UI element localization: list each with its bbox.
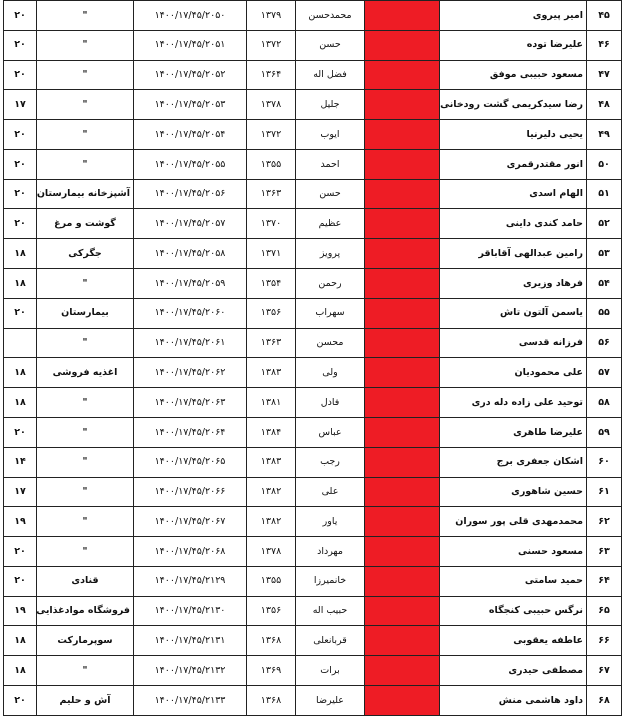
- workplace-cell: فروشگاه موادغذایی: [37, 596, 134, 626]
- certificate-code-cell: ۱۴۰۰/۱۷/۴۵/۲۱۳۲: [134, 656, 247, 686]
- score-cell: ۱۸: [4, 358, 37, 388]
- records-table-body: [4, 1, 622, 716]
- birth-year-cell: ۱۳۷۲: [247, 30, 296, 60]
- full-name-cell: مسعود حبیبی موفق: [440, 60, 587, 90]
- full-name-cell: توحید علی زاده دله دری: [440, 388, 587, 418]
- certificate-code-cell: ۱۴۰۰/۱۷/۴۵/۲۰۶۶: [134, 477, 247, 507]
- father-name-cell: عظیم: [296, 209, 365, 239]
- birth-year-cell: ۱۳۷۲: [247, 120, 296, 150]
- father-name-cell: پرویز: [296, 239, 365, 269]
- certificate-code-cell: ۱۴۰۰/۱۷/۴۵/۲۰۶۱: [134, 328, 247, 358]
- father-name-cell: جلیل: [296, 90, 365, 120]
- records-table: [3, 0, 622, 716]
- father-name-cell: ولی: [296, 358, 365, 388]
- full-name-cell: نرگس حبیبی کنجگاه: [440, 596, 587, 626]
- redacted-cell: [365, 120, 440, 150]
- row-number-cell: ۶۱: [587, 477, 622, 507]
- full-name-cell: حامد کندی داینی: [440, 209, 587, 239]
- table-row: [4, 477, 622, 507]
- workplace-cell: ": [37, 656, 134, 686]
- row-number-cell: ۶۵: [587, 596, 622, 626]
- workplace-cell: جگرکی: [37, 239, 134, 269]
- workplace-cell: آش و حلیم: [37, 685, 134, 715]
- father-name-cell: محمدحسن: [296, 1, 365, 31]
- father-name-cell: حبیب اله: [296, 596, 365, 626]
- score-cell: ۲۰: [4, 179, 37, 209]
- score-cell: ۱۴: [4, 447, 37, 477]
- father-name-cell: رحمن: [296, 269, 365, 299]
- certificate-code-cell: ۱۴۰۰/۱۷/۴۵/۲۱۳۳: [134, 685, 247, 715]
- certificate-code-cell: ۱۴۰۰/۱۷/۴۵/۲۰۵۶: [134, 179, 247, 209]
- row-number-cell: ۵۳: [587, 239, 622, 269]
- workplace-cell: ": [37, 537, 134, 567]
- score-cell: [4, 328, 37, 358]
- certificate-code-cell: ۱۴۰۰/۱۷/۴۵/۲۰۶۴: [134, 417, 247, 447]
- workplace-cell: اغذیه فروشی: [37, 358, 134, 388]
- birth-year-cell: ۱۳۶۳: [247, 179, 296, 209]
- score-cell: ۱۷: [4, 477, 37, 507]
- score-cell: ۱۸: [4, 239, 37, 269]
- row-number-cell: ۴۶: [587, 30, 622, 60]
- score-cell: ۱۹: [4, 596, 37, 626]
- workplace-cell: آشپزخانه بیمارستان: [37, 179, 134, 209]
- birth-year-cell: ۱۳۶۹: [247, 656, 296, 686]
- workplace-cell: ": [37, 507, 134, 537]
- birth-year-cell: ۱۳۵۶: [247, 596, 296, 626]
- workplace-cell: ": [37, 60, 134, 90]
- row-number-cell: ۵۶: [587, 328, 622, 358]
- redacted-cell: [365, 60, 440, 90]
- row-number-cell: ۵۰: [587, 149, 622, 179]
- father-name-cell: خانمیرزا: [296, 566, 365, 596]
- birth-year-cell: ۱۳۷۱: [247, 239, 296, 269]
- certificate-code-cell: ۱۴۰۰/۱۷/۴۵/۲۱۳۱: [134, 626, 247, 656]
- table-row: [4, 447, 622, 477]
- certificate-code-cell: ۱۴۰۰/۱۷/۴۵/۲۱۳۰: [134, 596, 247, 626]
- table-row: [4, 328, 622, 358]
- table-row: [4, 269, 622, 299]
- redacted-cell: [365, 149, 440, 179]
- birth-year-cell: ۱۳۸۳: [247, 358, 296, 388]
- birth-year-cell: ۱۳۸۱: [247, 388, 296, 418]
- full-name-cell: مسعود حسنی: [440, 537, 587, 567]
- full-name-cell: یحیی دلیرنیا: [440, 120, 587, 150]
- father-name-cell: ایوب: [296, 120, 365, 150]
- father-name-cell: حسن: [296, 30, 365, 60]
- score-cell: ۲۰: [4, 685, 37, 715]
- redacted-cell: [365, 685, 440, 715]
- father-name-cell: قربانعلی: [296, 626, 365, 656]
- workplace-cell: ": [37, 90, 134, 120]
- table-row: [4, 298, 622, 328]
- redacted-cell: [365, 656, 440, 686]
- redacted-cell: [365, 179, 440, 209]
- row-number-cell: ۶۷: [587, 656, 622, 686]
- father-name-cell: یاور: [296, 507, 365, 537]
- redacted-cell: [365, 537, 440, 567]
- row-number-cell: ۴۸: [587, 90, 622, 120]
- workplace-cell: قنادی: [37, 566, 134, 596]
- workplace-cell: ": [37, 417, 134, 447]
- row-number-cell: ۵۴: [587, 269, 622, 299]
- full-name-cell: امیر پیروی: [440, 1, 587, 31]
- table-row: [4, 90, 622, 120]
- table-row: [4, 685, 622, 715]
- table-row: [4, 209, 622, 239]
- score-cell: ۱۸: [4, 626, 37, 656]
- full-name-cell: علیرضا طاهری: [440, 417, 587, 447]
- table-row: [4, 596, 622, 626]
- certificate-code-cell: ۱۴۰۰/۱۷/۴۵/۲۰۵۲: [134, 60, 247, 90]
- full-name-cell: فرهاد وزیری: [440, 269, 587, 299]
- birth-year-cell: ۱۳۸۳: [247, 447, 296, 477]
- full-name-cell: حسین شاهوری: [440, 477, 587, 507]
- redacted-cell: [365, 477, 440, 507]
- birth-year-cell: ۱۳۵۵: [247, 149, 296, 179]
- row-number-cell: ۵۲: [587, 209, 622, 239]
- score-cell: ۱۷: [4, 90, 37, 120]
- redacted-cell: [365, 447, 440, 477]
- redacted-cell: [365, 209, 440, 239]
- table-row: [4, 566, 622, 596]
- score-cell: ۱۸: [4, 388, 37, 418]
- row-number-cell: ۶۸: [587, 685, 622, 715]
- workplace-cell: ": [37, 120, 134, 150]
- workplace-cell: سوپرمارکت: [37, 626, 134, 656]
- workplace-cell: ": [37, 328, 134, 358]
- row-number-cell: ۶۴: [587, 566, 622, 596]
- table-row: [4, 60, 622, 90]
- score-cell: ۲۰: [4, 566, 37, 596]
- table-row: [4, 239, 622, 269]
- table-row: [4, 507, 622, 537]
- table-row: [4, 626, 622, 656]
- full-name-cell: مصطفی حیدری: [440, 656, 587, 686]
- father-name-cell: حسن: [296, 179, 365, 209]
- full-name-cell: یاسمن آلتون تاش: [440, 298, 587, 328]
- full-name-cell: علی محمودیان: [440, 358, 587, 388]
- row-number-cell: ۶۶: [587, 626, 622, 656]
- table-row: [4, 179, 622, 209]
- table-row: [4, 388, 622, 418]
- row-number-cell: ۵۵: [587, 298, 622, 328]
- workplace-cell: بیمارستان: [37, 298, 134, 328]
- certificate-code-cell: ۱۴۰۰/۱۷/۴۵/۲۱۲۹: [134, 566, 247, 596]
- full-name-cell: حمید سامتی: [440, 566, 587, 596]
- full-name-cell: علیرضا توده: [440, 30, 587, 60]
- father-name-cell: سهراب: [296, 298, 365, 328]
- full-name-cell: داود هاشمی منش: [440, 685, 587, 715]
- score-cell: ۲۰: [4, 30, 37, 60]
- father-name-cell: مهرداد: [296, 537, 365, 567]
- birth-year-cell: ۱۳۶۳: [247, 328, 296, 358]
- birth-year-cell: ۱۳۸۴: [247, 417, 296, 447]
- certificate-code-cell: ۱۴۰۰/۱۷/۴۵/۲۰۶۵: [134, 447, 247, 477]
- father-name-cell: احمد: [296, 149, 365, 179]
- certificate-code-cell: ۱۴۰۰/۱۷/۴۵/۲۰۶۳: [134, 388, 247, 418]
- birth-year-cell: ۱۳۵۶: [247, 298, 296, 328]
- table-row: [4, 358, 622, 388]
- redacted-cell: [365, 239, 440, 269]
- full-name-cell: محمدمهدی قلی پور سوران: [440, 507, 587, 537]
- workplace-cell: ": [37, 149, 134, 179]
- certificate-code-cell: ۱۴۰۰/۱۷/۴۵/۲۰۶۲: [134, 358, 247, 388]
- father-name-cell: محسن: [296, 328, 365, 358]
- table-row: [4, 149, 622, 179]
- table-row: [4, 30, 622, 60]
- certificate-code-cell: ۱۴۰۰/۱۷/۴۵/۲۰۵۹: [134, 269, 247, 299]
- certificate-code-cell: ۱۴۰۰/۱۷/۴۵/۲۰۵۳: [134, 90, 247, 120]
- row-number-cell: ۶۳: [587, 537, 622, 567]
- row-number-cell: ۶۰: [587, 447, 622, 477]
- score-cell: ۲۰: [4, 537, 37, 567]
- certificate-code-cell: ۱۴۰۰/۱۷/۴۵/۲۰۶۷: [134, 507, 247, 537]
- score-cell: ۲۰: [4, 298, 37, 328]
- score-cell: ۱۸: [4, 656, 37, 686]
- birth-year-cell: ۱۳۷۸: [247, 90, 296, 120]
- table-row: [4, 537, 622, 567]
- workplace-cell: ": [37, 30, 134, 60]
- birth-year-cell: ۱۳۵۵: [247, 566, 296, 596]
- birth-year-cell: ۱۳۸۲: [247, 507, 296, 537]
- father-name-cell: برات: [296, 656, 365, 686]
- redacted-cell: [365, 626, 440, 656]
- table-row: [4, 1, 622, 31]
- father-name-cell: علی: [296, 477, 365, 507]
- full-name-cell: رامین عبدالهی آقاباقر: [440, 239, 587, 269]
- certificate-code-cell: ۱۴۰۰/۱۷/۴۵/۲۰۵۸: [134, 239, 247, 269]
- row-number-cell: ۵۱: [587, 179, 622, 209]
- row-number-cell: ۵۷: [587, 358, 622, 388]
- row-number-cell: ۴۵: [587, 1, 622, 31]
- certificate-code-cell: ۱۴۰۰/۱۷/۴۵/۲۰۵۰: [134, 1, 247, 31]
- workplace-cell: ": [37, 477, 134, 507]
- row-number-cell: ۴۹: [587, 120, 622, 150]
- score-cell: ۲۰: [4, 149, 37, 179]
- full-name-cell: انور مقتدرقمری: [440, 149, 587, 179]
- workplace-cell: ": [37, 1, 134, 31]
- father-name-cell: عباس: [296, 417, 365, 447]
- redacted-cell: [365, 388, 440, 418]
- birth-year-cell: ۱۳۷۹: [247, 1, 296, 31]
- redacted-cell: [365, 417, 440, 447]
- redacted-cell: [365, 269, 440, 299]
- score-cell: ۱۸: [4, 269, 37, 299]
- score-cell: ۲۰: [4, 417, 37, 447]
- redacted-cell: [365, 507, 440, 537]
- table-row: [4, 120, 622, 150]
- score-cell: ۲۰: [4, 120, 37, 150]
- redacted-cell: [365, 298, 440, 328]
- birth-year-cell: ۱۳۷۸: [247, 537, 296, 567]
- table-row: [4, 417, 622, 447]
- redacted-cell: [365, 1, 440, 31]
- birth-year-cell: ۱۳۷۰: [247, 209, 296, 239]
- score-cell: ۱۹: [4, 507, 37, 537]
- redacted-cell: [365, 30, 440, 60]
- father-name-cell: علیرضا: [296, 685, 365, 715]
- redacted-cell: [365, 90, 440, 120]
- father-name-cell: فضل اله: [296, 60, 365, 90]
- redacted-cell: [365, 358, 440, 388]
- redacted-cell: [365, 328, 440, 358]
- workplace-cell: ": [37, 388, 134, 418]
- certificate-code-cell: ۱۴۰۰/۱۷/۴۵/۲۰۵۷: [134, 209, 247, 239]
- certificate-code-cell: ۱۴۰۰/۱۷/۴۵/۲۰۶۸: [134, 537, 247, 567]
- father-name-cell: فادل: [296, 388, 365, 418]
- certificate-code-cell: ۱۴۰۰/۱۷/۴۵/۲۰۵۴: [134, 120, 247, 150]
- full-name-cell: رضا سیدکریمی گشت رودخانی: [440, 90, 587, 120]
- birth-year-cell: ۱۳۶۸: [247, 685, 296, 715]
- score-cell: ۲۰: [4, 209, 37, 239]
- full-name-cell: الهام اسدی: [440, 179, 587, 209]
- birth-year-cell: ۱۳۵۴: [247, 269, 296, 299]
- full-name-cell: عاطفه یعقوبی: [440, 626, 587, 656]
- row-number-cell: ۶۲: [587, 507, 622, 537]
- redacted-cell: [365, 566, 440, 596]
- birth-year-cell: ۱۳۶۴: [247, 60, 296, 90]
- full-name-cell: اشکان جعفری برج: [440, 447, 587, 477]
- certificate-code-cell: ۱۴۰۰/۱۷/۴۵/۲۰۶۰: [134, 298, 247, 328]
- full-name-cell: فرزانه قدسی: [440, 328, 587, 358]
- score-cell: ۲۰: [4, 60, 37, 90]
- father-name-cell: رجب: [296, 447, 365, 477]
- workplace-cell: گوشت و مرغ: [37, 209, 134, 239]
- birth-year-cell: ۱۳۸۲: [247, 477, 296, 507]
- certificate-code-cell: ۱۴۰۰/۱۷/۴۵/۲۰۵۱: [134, 30, 247, 60]
- workplace-cell: ": [37, 447, 134, 477]
- redacted-cell: [365, 596, 440, 626]
- certificate-code-cell: ۱۴۰۰/۱۷/۴۵/۲۰۵۵: [134, 149, 247, 179]
- row-number-cell: ۵۸: [587, 388, 622, 418]
- table-row: [4, 656, 622, 686]
- row-number-cell: ۴۷: [587, 60, 622, 90]
- row-number-cell: ۵۹: [587, 417, 622, 447]
- score-cell: ۲۰: [4, 1, 37, 31]
- birth-year-cell: ۱۳۶۸: [247, 626, 296, 656]
- workplace-cell: ": [37, 269, 134, 299]
